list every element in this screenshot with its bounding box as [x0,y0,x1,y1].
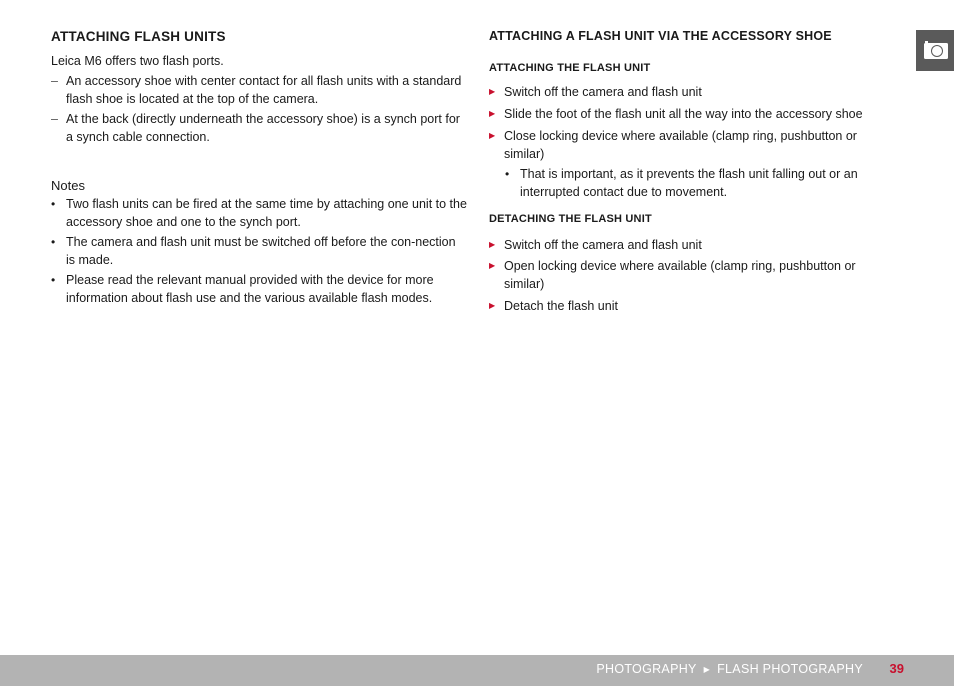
detach-step [489,297,904,315]
dash-item-text: An accessory shoe with center contact for all flash units with a standard flash shoe is located at the top of the camera. [66,74,462,106]
detach-heading: DETACHING THE FLASH UNIT [489,213,652,225]
sub-note [505,165,905,201]
camera-icon [916,30,954,71]
note-item [51,195,469,231]
attach-step [489,127,899,163]
dash-item [51,110,469,146]
step-text: Switch off the camera and flash unit [504,85,702,99]
bullet-marker: • [505,167,510,181]
note-text: Please read the relevant manual provided with the device for more information about flash use and the various available flash modes. [66,273,434,305]
step-text: Slide the foot of the flash unit all the way into the accessory shoe [504,107,863,121]
arrow-marker-icon: ▶ [489,87,496,96]
arrow-marker-icon: ▶ [489,301,496,310]
arrow-marker-icon: ▶ [489,240,496,249]
footer-bar [0,655,954,686]
chapter-tab[interactable] [916,30,954,71]
note-item [51,233,456,269]
note-text: The camera and flash unit must be switched off before the con-nection is made. [66,235,456,267]
bullet-marker: • [51,273,56,287]
note-item [51,271,469,307]
note-text: Two flash units can be fired at the same time by attaching one unit to the accessory shoe and one to the synch port. [66,197,467,229]
attach-step [489,83,904,101]
bullet-marker: • [51,197,56,211]
dash-marker: – [51,74,58,88]
step-text: Detach the flash unit [504,299,618,313]
arrow-marker-icon: ▶ [489,109,496,118]
section-heading: ATTACHING A FLASH UNIT VIA THE ACCESSORY SHOE [489,29,832,43]
section-heading: ATTACHING FLASH UNITS [51,29,226,44]
page-number: 39 [889,661,904,676]
attach-step [489,105,909,123]
intro-text: Leica M6 offers two flash ports. [51,54,224,68]
step-text: Switch off the camera and flash unit [504,238,702,252]
breadcrumb-item[interactable]: FLASH PHOTOGRAPHY [717,662,863,676]
arrow-marker-icon: ▶ [489,261,496,270]
sub-note-text: That is important, as it prevents the flash unit falling out or an interrupted contact due to movement. [520,167,858,199]
bullet-marker: • [51,235,56,249]
dash-marker: – [51,112,58,126]
dash-item-text: At the back (directly underneath the accessory shoe) is a synch port for a synch cable connection. [66,112,460,144]
breadcrumb-item[interactable]: PHOTOGRAPHY [596,662,697,676]
attach-heading: ATTACHING THE FLASH UNIT [489,62,651,74]
breadcrumb-separator-icon: ▶ [703,665,711,674]
notes-heading: Notes [51,178,85,193]
step-text: Open locking device where available (clamp ring, pushbutton or similar) [504,259,856,291]
step-text: Close locking device where available (clamp ring, pushbutton or similar) [504,129,857,161]
detach-step [489,257,899,293]
arrow-marker-icon: ▶ [489,131,496,140]
detach-step [489,236,904,254]
dash-item [51,72,469,108]
breadcrumb [596,655,863,685]
